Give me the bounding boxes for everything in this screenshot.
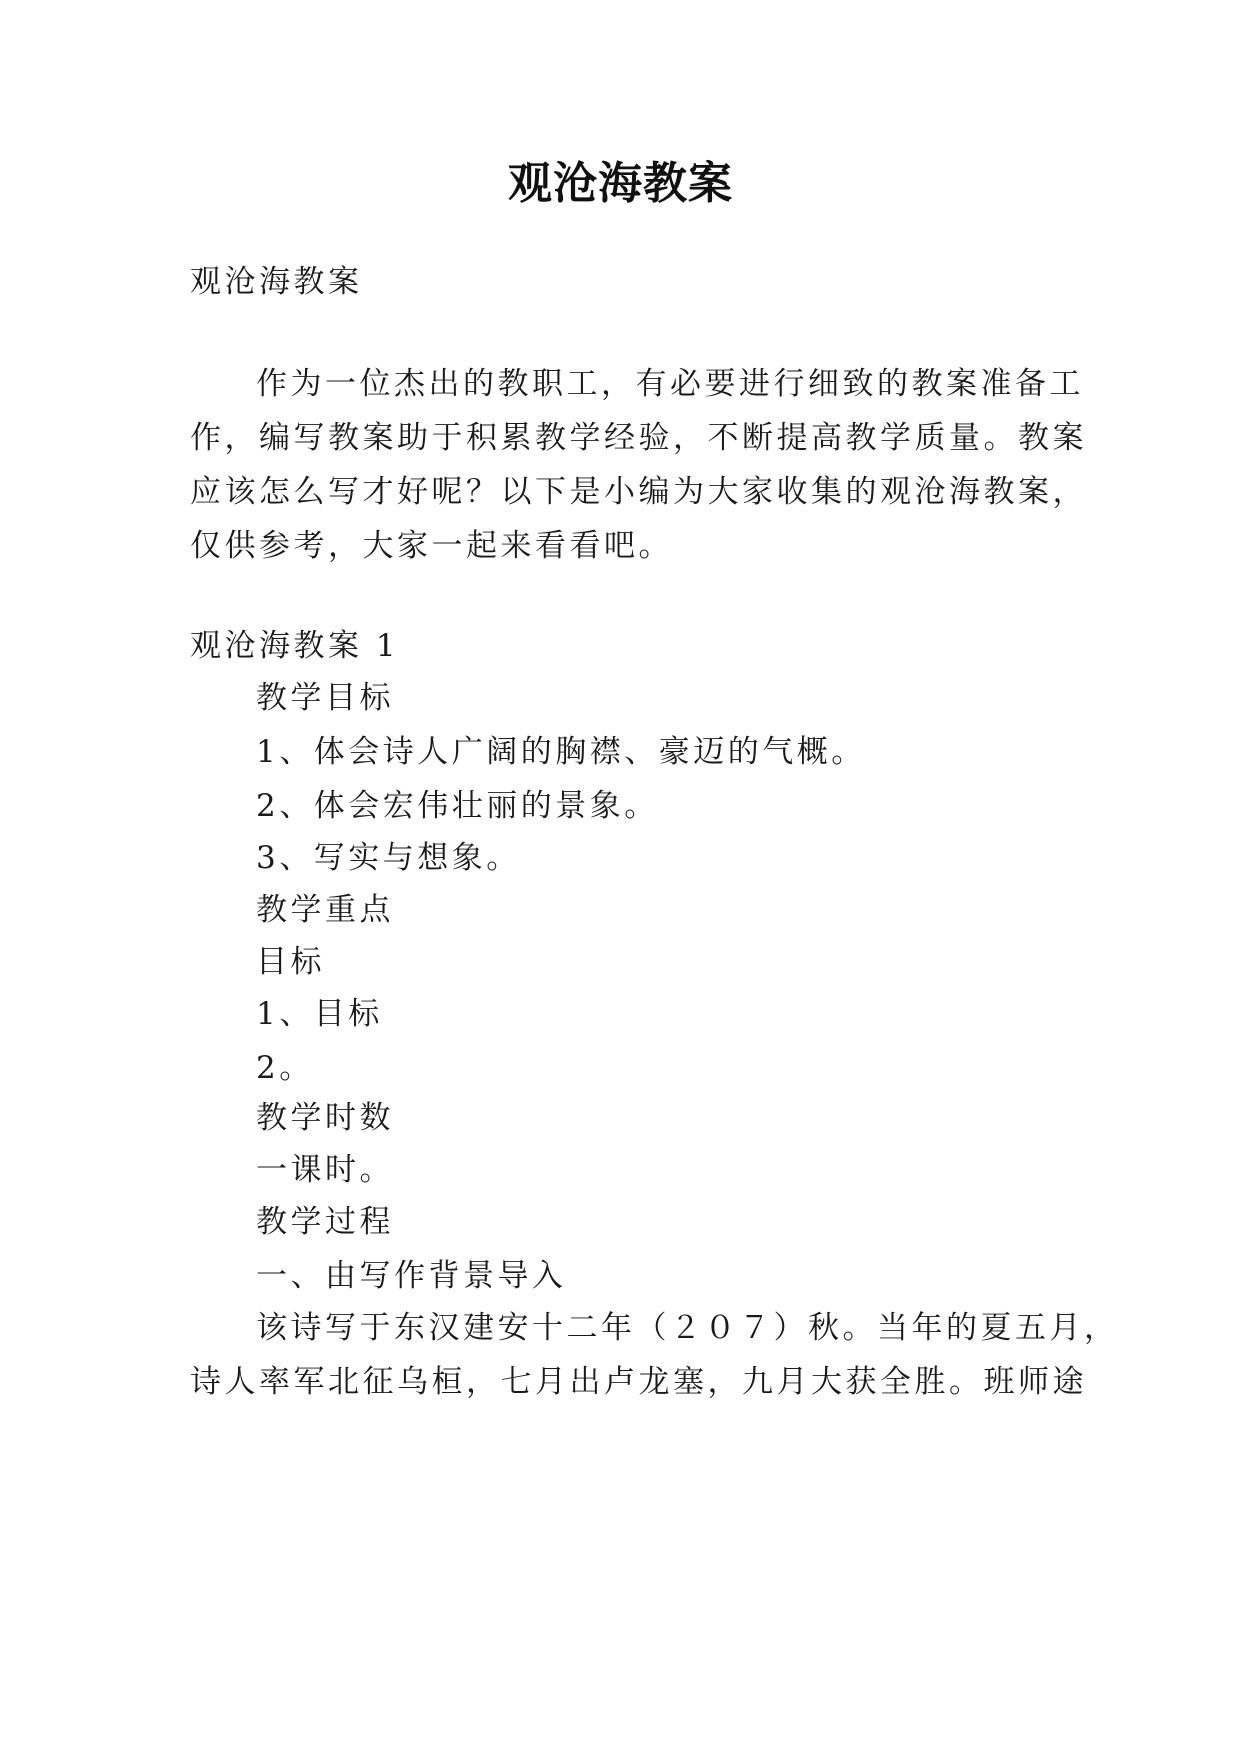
intro-line-4: 仅供参考，大家一起来看看吧。 bbox=[190, 528, 673, 564]
objective-item-3: 3、写实与想象。 bbox=[256, 840, 521, 876]
focus-item-3: 2。 bbox=[256, 1050, 314, 1086]
step1-line-1: 该诗写于东汉建安十二年（２０７）秋。当年的夏五月， bbox=[256, 1310, 1119, 1346]
section-heading: 观沧海教案 1 bbox=[190, 628, 400, 664]
intro-line-2: 作，编写教案助于积累教学经验，不断提高教学质量。教案 bbox=[190, 420, 1087, 456]
focus-heading: 教学重点 bbox=[256, 892, 394, 928]
hours-value: 一课时。 bbox=[256, 1152, 394, 1188]
objectives-heading: 教学目标 bbox=[256, 680, 394, 716]
objective-item-1: 1、体会诗人广阔的胸襟、豪迈的气概。 bbox=[256, 734, 866, 770]
document-title: 观沧海教案 bbox=[508, 158, 733, 209]
objective-item-2: 2、体会宏伟壮丽的景象。 bbox=[256, 788, 659, 824]
focus-item-1: 目标 bbox=[256, 944, 325, 980]
step1-line-2: 诗人率军北征乌桓，七月出卢龙塞，九月大获全胜。班师途 bbox=[190, 1364, 1087, 1400]
step1-heading: 一、由写作背景导入 bbox=[256, 1258, 567, 1294]
focus-item-2: 1、目标 bbox=[256, 996, 383, 1032]
hours-heading: 教学时数 bbox=[256, 1100, 394, 1136]
intro-line-1: 作为一位杰出的教职工，有必要进行细致的教案准备工 bbox=[256, 366, 1084, 402]
document-subtitle: 观沧海教案 bbox=[190, 264, 363, 300]
process-heading: 教学过程 bbox=[256, 1204, 394, 1240]
intro-line-3: 应该怎么写才好呢？以下是小编为大家收集的观沧海教案， bbox=[190, 474, 1087, 510]
